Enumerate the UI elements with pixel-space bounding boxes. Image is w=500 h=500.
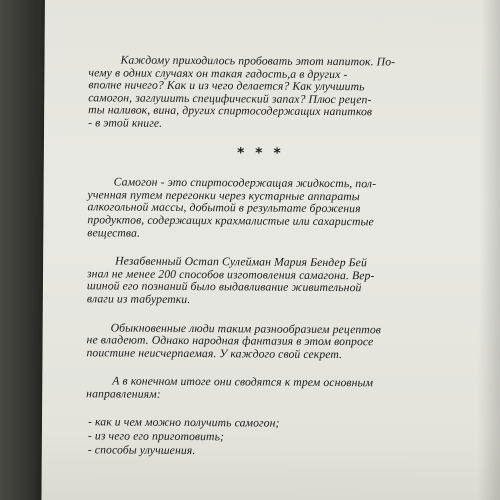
text-line: Незабвенный Остап Сулейман Мария Бендер Бей — [115, 254, 367, 270]
text-line: вещества. — [87, 225, 141, 240]
definition-paragraph — [87, 176, 432, 241]
text-line: влаги из табуретки. — [86, 292, 191, 306]
directions-paragraph — [86, 376, 431, 404]
text-line: шиной его познаний было выдавливание живительной — [86, 279, 362, 295]
page-text — [86, 54, 434, 460]
text-line: алкогольной массы, добытой в результате брожения — [87, 200, 361, 216]
bender-paragraph — [87, 255, 432, 308]
list-item: - способы улучшения. — [87, 442, 196, 457]
text-line: ты наливок, вина, других спиртосодержащих напитков — [88, 103, 373, 119]
text-line: чему в одних случаях он такая гадость,а в других - — [88, 65, 348, 81]
text-line: вполне ничего? Как и из чего делается? Как улучшить — [88, 78, 365, 94]
text-line: поистине неисчерпаемая. У каждого свой секрет. — [86, 345, 343, 361]
section-separator: * * * — [236, 144, 284, 162]
list-item: - как и чем можно получить самогон; — [87, 415, 280, 431]
text-line: самогон, заглушить специфический запах? Плюс рецеп- — [88, 91, 372, 107]
people-paragraph — [86, 322, 431, 362]
text-line: не владеют. Однако народная фантазия в этом вопросе — [86, 333, 374, 349]
text-line: Обыкновенные люди таким разнообразием рецептов — [110, 320, 382, 336]
directions-list — [86, 417, 431, 459]
text-line: А в конечном итоге они сводятся к трем основным — [112, 374, 374, 390]
text-line: Самогон - это спиртосодержащая жидкость, пол- — [113, 175, 377, 191]
list-item: - из чего его приготовить; — [87, 429, 225, 444]
text-line: ученная путем перегонки через кустарные аппараты — [87, 188, 360, 203]
text-line: - в этой книге. — [88, 116, 163, 130]
text-line: продуктов, содержащих крахмалистые или сахаристые — [87, 213, 374, 229]
text-line: знал не менее 200 способов изготовления самагона. Вер- — [86, 267, 375, 283]
text-line: направлениям: — [86, 387, 161, 401]
text-line: Каждому приходилось пробовать этот напиток. По- — [120, 53, 396, 69]
intro-paragraph — [88, 54, 434, 132]
book-page — [41, 0, 500, 500]
